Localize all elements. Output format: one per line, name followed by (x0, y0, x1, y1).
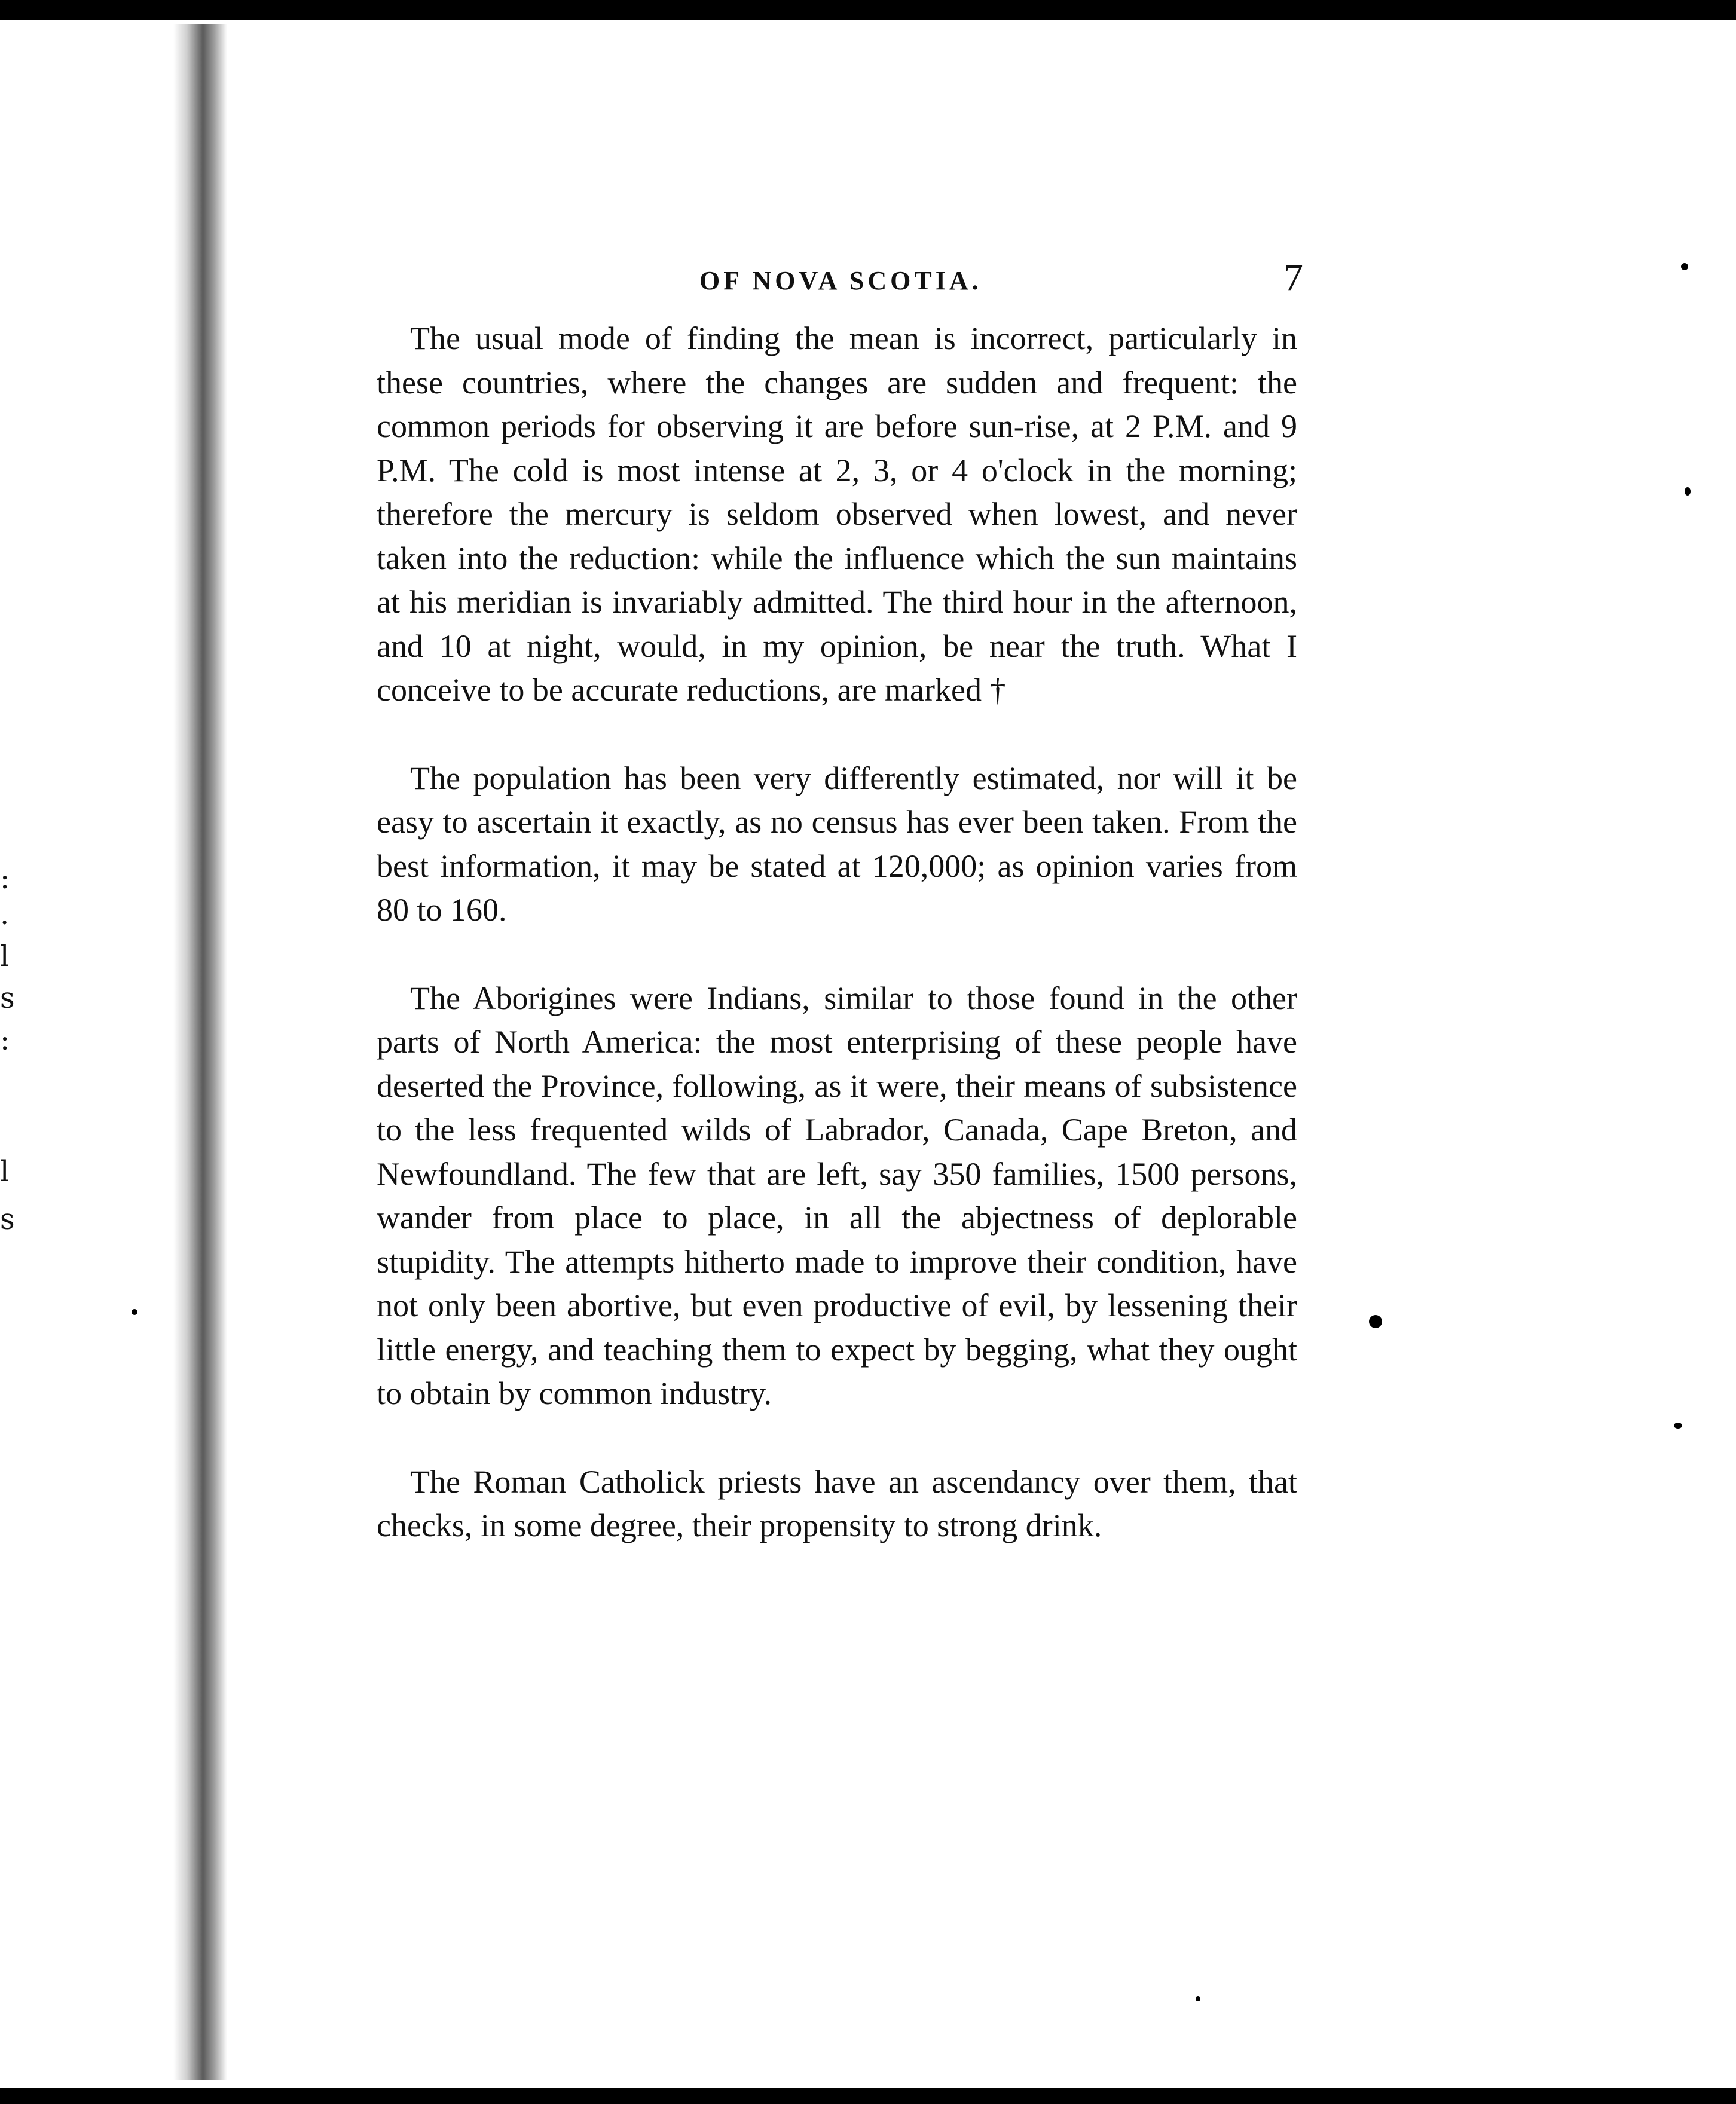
page-number: 7 (1283, 256, 1303, 299)
scan-border-bottom (0, 2088, 1736, 2104)
left-page-fragment: . (0, 898, 10, 931)
left-page-fragment: : (0, 862, 10, 895)
scan-speck (1369, 1315, 1382, 1328)
scan-speck (1681, 263, 1688, 270)
paragraph: The Aborigines were Indians, similar to those found in the other parts of North America: the most enterprising of these people have deserted the Province, following, as it were, their means of subsistence to the less frequented wilds of Labrador, Canada, Cape Breton, and Newfoundland. The few that are left, say 350 families, 1500 persons, wander from place to place, in all the abjectness of deplorable stupidity. The attempts hitherto made to improve their condition, have not only been abortive, but even productive of evil, by lessening their little energy, and teaching them to expect by begging, what they ought to obtain by common industry. (377, 980, 1297, 1411)
paragraph: The Roman Catholick priests have an ascendancy over them, that checks, in some degree, their propensity to strong drink. (377, 1463, 1297, 1543)
running-head: OF NOVA SCOTIA. (699, 266, 982, 295)
left-page-fragment: : (0, 1023, 10, 1057)
body-text (377, 317, 1297, 1548)
left-page-fragment: s (0, 981, 15, 1015)
page-header (371, 257, 1303, 311)
scan-speck (1674, 1423, 1682, 1429)
scan-speck (1685, 487, 1691, 496)
book-spine-shadow (173, 24, 227, 2080)
left-page-fragment: l (0, 1155, 10, 1188)
paragraph: The usual mode of finding the mean is incorrect, particularly in these countries, where the changes are sudden and frequent: the common periods for observing it are before sun-rise, at 2 P.M. and 9 P.M. The cold is most intense at 2, 3, or 4 o'clock in the morning; therefore the mercury is seldom observed when lowest, and never taken into the reduction: while the influence which the sun maintains at his meridian is invariably admitted. The third hour in the afternoon, and 10 at night, would, in my opinion, be near the truth. What I conceive to be accurate reductions, are marked † (377, 320, 1297, 708)
scan-speck (1196, 1996, 1200, 2001)
left-page-fragment: l (0, 940, 10, 973)
scan-speck (132, 1309, 137, 1315)
paragraph: The population has been very differently estimated, nor will it be easy to ascertain it exactly, as no census has ever been taken. From the best information, it may be stated at 120,000; as opinion varies from 80 to 160. (377, 760, 1297, 928)
scan-border-top (0, 0, 1736, 20)
left-page-fragment: s (0, 1203, 15, 1236)
